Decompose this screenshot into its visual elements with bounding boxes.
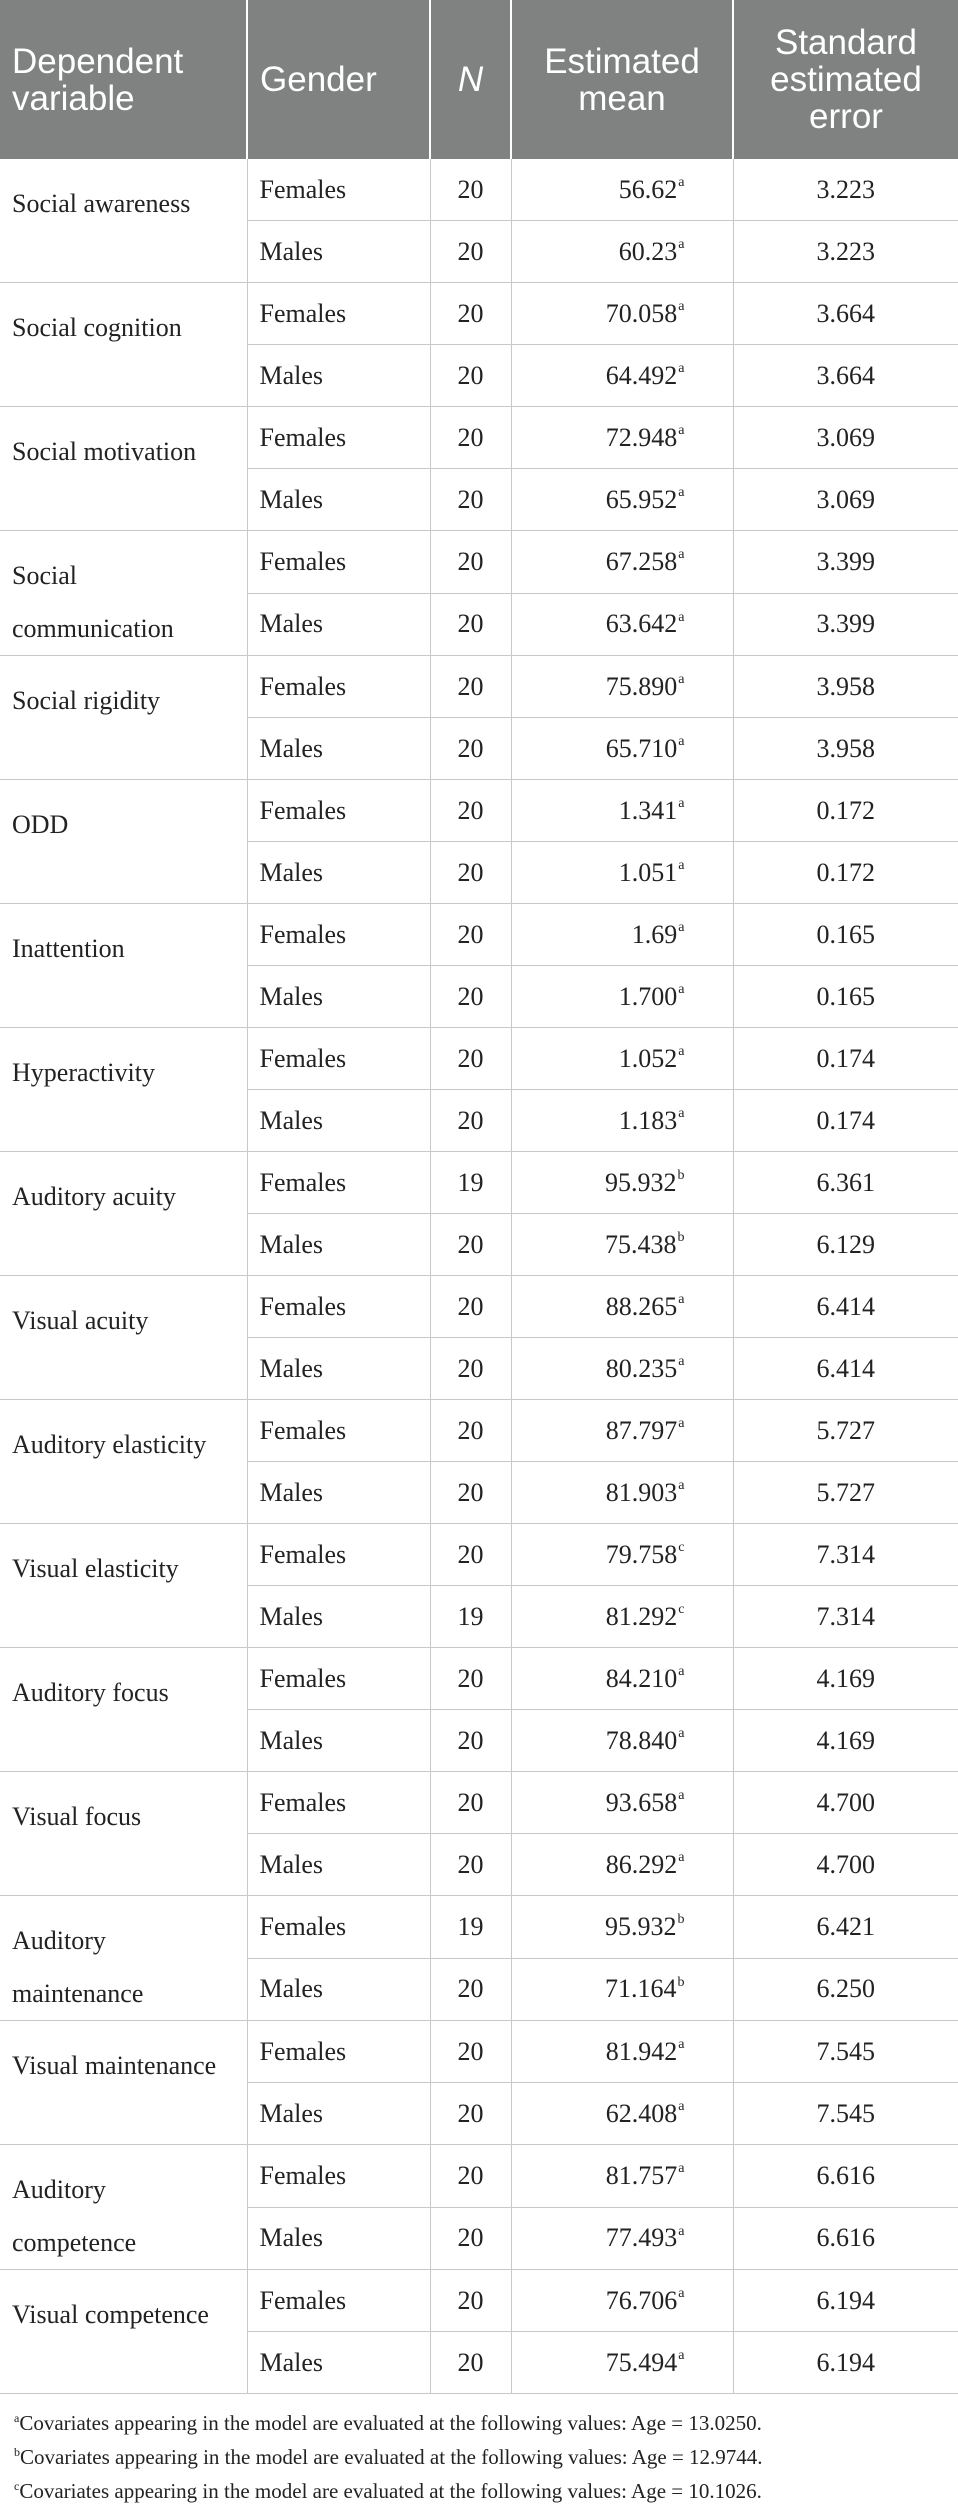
- dependent-variable-cell: [0, 1276, 247, 1400]
- standard-error-cell: 6.414: [733, 1338, 958, 1400]
- n-cell: 20: [430, 1462, 511, 1524]
- gender-cell: Males: [247, 1090, 430, 1152]
- n-cell: 20: [430, 904, 511, 966]
- standard-error-cell: 4.169: [733, 1648, 958, 1710]
- dependent-variable-cell: [0, 407, 247, 531]
- estimated-mean-value: 1.052: [618, 1043, 678, 1073]
- estimated-mean-value: 67.258: [605, 546, 678, 576]
- estimated-mean-cell: [511, 1648, 733, 1710]
- n-cell: 20: [430, 469, 511, 531]
- footnote-marker: a: [678, 422, 685, 438]
- estimated-mean-value: 93.658: [605, 1787, 678, 1817]
- gender-cell: Females: [247, 1896, 430, 1959]
- n-cell: 20: [430, 1338, 511, 1400]
- n-cell: 20: [430, 2145, 511, 2208]
- gender-cell: Females: [247, 1400, 430, 1462]
- footnote-marker: a: [678, 919, 685, 935]
- footnote-marker: a: [678, 2347, 685, 2363]
- standard-error-cell: 3.958: [733, 718, 958, 780]
- gender-cell: Males: [247, 1214, 430, 1276]
- n-cell: 20: [430, 2021, 511, 2083]
- estimated-mean-value: 81.942: [605, 2036, 678, 2066]
- dependent-variable-label: Auditory competence: [12, 2175, 137, 2257]
- dependent-variable-cell: [0, 159, 247, 283]
- table-row: [0, 1896, 958, 1959]
- estimated-mean-cell: [511, 2332, 733, 2394]
- standard-error-cell: 4.700: [733, 1834, 958, 1896]
- header-dependent-variable: Dependent variable: [0, 0, 247, 159]
- footnote-marker: a: [678, 1105, 685, 1121]
- n-cell: 20: [430, 2332, 511, 2394]
- estimated-mean-value: 86.292: [605, 1849, 678, 1879]
- footnote-marker: b: [677, 1974, 685, 1990]
- standard-error-cell: 0.165: [733, 966, 958, 1028]
- gender-cell: Males: [247, 1586, 430, 1648]
- gender-cell: Males: [247, 221, 430, 283]
- dependent-variable-label: Social awareness: [12, 189, 191, 218]
- estimated-mean-value: 95.932: [605, 1167, 677, 1197]
- gender-cell: Males: [247, 2332, 430, 2394]
- estimated-mean-value: 62.408: [605, 2098, 678, 2128]
- estimated-mean-cell: [511, 1276, 733, 1338]
- estimated-mean-cell: [511, 593, 733, 656]
- footnote-marker: b: [677, 1167, 685, 1183]
- n-cell: 19: [430, 1152, 511, 1214]
- table-row: [0, 283, 958, 345]
- footnote: [14, 2438, 958, 2472]
- dependent-variable-cell: [0, 531, 247, 656]
- gender-cell: Males: [247, 966, 430, 1028]
- estimated-mean-value: 77.493: [605, 2223, 678, 2253]
- gender-cell: Females: [247, 159, 430, 221]
- footnote-mark: b: [14, 2445, 20, 2459]
- dependent-variable-cell: [0, 1400, 247, 1524]
- n-cell: 20: [430, 1958, 511, 2021]
- estimated-mean-cell: [511, 469, 733, 531]
- gender-cell: Females: [247, 1524, 430, 1586]
- dependent-variable-cell: [0, 1152, 247, 1276]
- dependent-variable-label: Auditory acuity: [12, 1182, 176, 1211]
- n-cell: 20: [430, 531, 511, 594]
- footnote-marker: a: [678, 547, 685, 563]
- estimated-mean-cell: [511, 283, 733, 345]
- gender-cell: Females: [247, 283, 430, 345]
- estimated-mean-cell: [511, 2021, 733, 2083]
- dependent-variable-label: Visual acuity: [12, 1306, 149, 1335]
- standard-error-cell: 6.194: [733, 2332, 958, 2394]
- n-cell: 20: [430, 656, 511, 718]
- header-gender: Gender: [247, 0, 430, 159]
- dependent-variable-cell: [0, 1772, 247, 1896]
- estimated-mean-cell: [511, 1772, 733, 1834]
- n-cell: 20: [430, 1834, 511, 1896]
- estimated-mean-cell: [511, 1524, 733, 1586]
- footnote-marker: a: [678, 609, 685, 625]
- n-cell: 20: [430, 1090, 511, 1152]
- footnote-marker: a: [678, 298, 685, 314]
- estimated-mean-value: 78.840: [605, 1725, 678, 1755]
- footnote-marker: a: [678, 1415, 685, 1431]
- gender-cell: Females: [247, 1772, 430, 1834]
- table-row: [0, 1772, 958, 1834]
- dependent-variable-label: ODD: [12, 810, 69, 839]
- standard-error-cell: 7.545: [733, 2021, 958, 2083]
- standard-error-cell: 0.165: [733, 904, 958, 966]
- footnote-mark: c: [14, 2479, 20, 2493]
- standard-error-cell: 6.250: [733, 1958, 958, 2021]
- standard-error-cell: 3.223: [733, 221, 958, 283]
- table-row: [0, 904, 958, 966]
- n-cell: 20: [430, 1772, 511, 1834]
- table-row: [0, 1152, 958, 1214]
- gender-cell: Males: [247, 1834, 430, 1896]
- gender-cell: Males: [247, 718, 430, 780]
- n-cell: 20: [430, 2270, 511, 2332]
- footnote-marker: a: [678, 2285, 685, 2301]
- standard-error-cell: 5.727: [733, 1400, 958, 1462]
- footnote-text: Covariates appearing in the model are evaluated at the following values: Age = 13.0250.: [19, 2411, 762, 2435]
- footnote-marker: a: [678, 857, 685, 873]
- standard-error-cell: 4.700: [733, 1772, 958, 1834]
- footnote-marker: a: [678, 2223, 685, 2239]
- estimated-mean-value: 1.051: [618, 857, 678, 887]
- footnote-marker: a: [678, 671, 685, 687]
- table-row: [0, 2021, 958, 2083]
- standard-error-cell: 3.399: [733, 531, 958, 594]
- dependent-variable-label: Hyperactivity: [12, 1058, 155, 1087]
- gender-cell: Males: [247, 842, 430, 904]
- estimated-mean-cell: [511, 345, 733, 407]
- estimated-mean-cell: [511, 2207, 733, 2270]
- dependent-variable-cell: [0, 656, 247, 780]
- standard-error-cell: 6.414: [733, 1276, 958, 1338]
- n-cell: 20: [430, 407, 511, 469]
- gender-cell: Females: [247, 1028, 430, 1090]
- standard-error-cell: 7.314: [733, 1524, 958, 1586]
- n-cell: 20: [430, 221, 511, 283]
- gender-cell: Females: [247, 1276, 430, 1338]
- estimated-mean-cell: [511, 1958, 733, 2021]
- footnote-marker: a: [678, 1663, 685, 1679]
- gender-cell: Males: [247, 2083, 430, 2145]
- dependent-variable-cell: [0, 1524, 247, 1648]
- standard-error-cell: 0.174: [733, 1028, 958, 1090]
- estimated-mean-value: 1.700: [618, 981, 678, 1011]
- estimated-mean-cell: [511, 1152, 733, 1214]
- gender-cell: Females: [247, 780, 430, 842]
- n-cell: 20: [430, 1710, 511, 1772]
- estimated-mean-value: 65.952: [605, 484, 678, 514]
- estimated-mean-value: 88.265: [605, 1291, 678, 1321]
- dependent-variable-cell: [0, 780, 247, 904]
- estimated-mean-cell: [511, 1586, 733, 1648]
- gender-cell: Females: [247, 2270, 430, 2332]
- standard-error-cell: 7.545: [733, 2083, 958, 2145]
- footnotes: [0, 2394, 958, 2506]
- footnote-mark: a: [14, 2411, 20, 2425]
- estimated-mean-value: 60.23: [618, 236, 678, 266]
- estimated-mean-cell: [511, 2145, 733, 2208]
- gender-cell: Females: [247, 407, 430, 469]
- footnote-marker: a: [678, 1043, 685, 1059]
- estimated-mean-value: 81.903: [605, 1477, 678, 1507]
- table-row: [0, 1524, 958, 1586]
- estimated-mean-value: 63.642: [605, 609, 678, 639]
- n-cell: 20: [430, 283, 511, 345]
- estimated-mean-cell: [511, 1214, 733, 1276]
- estimated-mean-value: 56.62: [618, 174, 678, 204]
- gender-cell: Males: [247, 1958, 430, 2021]
- estimated-mean-cell: [511, 1090, 733, 1152]
- gender-cell: Females: [247, 1152, 430, 1214]
- footnote-marker: a: [678, 1353, 685, 1369]
- n-cell: 20: [430, 1648, 511, 1710]
- n-cell: 20: [430, 718, 511, 780]
- table-row: [0, 2145, 958, 2208]
- table-body: [0, 159, 958, 2394]
- table-row: [0, 159, 958, 221]
- estimated-mean-cell: [511, 1338, 733, 1400]
- estimated-mean-value: 81.292: [605, 1601, 678, 1631]
- estimated-mean-value: 72.948: [605, 422, 678, 452]
- dependent-variable-cell: [0, 2021, 247, 2145]
- footnote-marker: a: [678, 2036, 685, 2052]
- table-row: [0, 531, 958, 594]
- footnote-marker: a: [678, 981, 685, 997]
- standard-error-cell: 4.169: [733, 1710, 958, 1772]
- n-cell: 20: [430, 2207, 511, 2270]
- footnote-marker: a: [678, 174, 685, 190]
- n-cell: 20: [430, 1524, 511, 1586]
- estimated-mean-cell: [511, 531, 733, 594]
- n-cell: 20: [430, 2083, 511, 2145]
- estimated-mean-cell: [511, 1710, 733, 1772]
- standard-error-cell: 3.399: [733, 593, 958, 656]
- estimated-mean-value: 75.438: [605, 1229, 677, 1259]
- header-standard-estimated-error: Standard estimated error: [733, 0, 958, 159]
- table-row: [0, 656, 958, 718]
- estimated-mean-cell: [511, 221, 733, 283]
- dependent-variable-label: Auditory focus: [12, 1678, 169, 1707]
- table-row: [0, 1648, 958, 1710]
- estimated-mean-value: 64.492: [605, 360, 678, 390]
- standard-error-cell: 0.174: [733, 1090, 958, 1152]
- estimated-mean-value: 75.494: [605, 2347, 678, 2377]
- estimated-mean-cell: [511, 1462, 733, 1524]
- gender-cell: Females: [247, 904, 430, 966]
- footnote-marker: a: [678, 2161, 685, 2177]
- estimated-mean-value: 80.235: [605, 1353, 678, 1383]
- estimated-mean-cell: [511, 407, 733, 469]
- standard-error-cell: 3.958: [733, 656, 958, 718]
- n-cell: 20: [430, 1400, 511, 1462]
- n-cell: 20: [430, 593, 511, 656]
- footnote-marker: b: [677, 1229, 685, 1245]
- estimated-mean-value: 1.69: [631, 919, 678, 949]
- table-row: [0, 2270, 958, 2332]
- gender-cell: Females: [247, 2021, 430, 2083]
- n-cell: 20: [430, 1028, 511, 1090]
- estimated-mean-value: 76.706: [605, 2285, 678, 2315]
- n-cell: 20: [430, 345, 511, 407]
- standard-error-cell: 6.616: [733, 2207, 958, 2270]
- dependent-variable-cell: [0, 2270, 247, 2394]
- standard-error-cell: 7.314: [733, 1586, 958, 1648]
- table-row: [0, 1028, 958, 1090]
- gender-cell: Males: [247, 593, 430, 656]
- table-row: [0, 780, 958, 842]
- dependent-variable-cell: [0, 1896, 247, 2021]
- footnote-text: Covariates appearing in the model are evaluated at the following values: Age = 10.1026.: [19, 2479, 762, 2503]
- dependent-variable-cell: [0, 904, 247, 1028]
- footnote-marker: a: [678, 1849, 685, 1865]
- standard-error-cell: 0.172: [733, 842, 958, 904]
- estimated-mean-value: 95.932: [605, 1911, 677, 1941]
- dependent-variable-cell: [0, 1028, 247, 1152]
- gender-cell: Males: [247, 2207, 430, 2270]
- dependent-variable-label: Visual focus: [12, 1802, 142, 1831]
- estimated-mean-cell: [511, 656, 733, 718]
- footnote-marker: c: [678, 1601, 685, 1617]
- footnote-marker: a: [678, 2098, 685, 2114]
- standard-error-cell: 3.664: [733, 345, 958, 407]
- n-cell: 19: [430, 1896, 511, 1959]
- n-cell: 20: [430, 780, 511, 842]
- gender-cell: Females: [247, 656, 430, 718]
- standard-error-cell: 6.421: [733, 1896, 958, 1959]
- dependent-variable-cell: [0, 1648, 247, 1772]
- estimated-mean-value: 75.890: [605, 671, 678, 701]
- estimated-mean-value: 70.058: [605, 298, 678, 328]
- estimated-mean-value: 1.341: [618, 795, 678, 825]
- standard-error-cell: 5.727: [733, 1462, 958, 1524]
- estimated-mean-cell: [511, 1400, 733, 1462]
- standard-error-cell: 6.129: [733, 1214, 958, 1276]
- gender-cell: Females: [247, 2145, 430, 2208]
- gender-cell: Females: [247, 1648, 430, 1710]
- estimated-mean-cell: [511, 1834, 733, 1896]
- n-cell: 20: [430, 966, 511, 1028]
- n-cell: 20: [430, 1214, 511, 1276]
- estimated-mean-value: 84.210: [605, 1663, 678, 1693]
- dependent-variable-cell: [0, 283, 247, 407]
- estimated-mean-cell: [511, 966, 733, 1028]
- gender-cell: Females: [247, 531, 430, 594]
- estimated-mean-value: 65.710: [605, 733, 678, 763]
- standard-error-cell: 6.361: [733, 1152, 958, 1214]
- dependent-variable-label: Social motivation: [12, 437, 197, 466]
- estimated-mean-cell: [511, 842, 733, 904]
- n-cell: 20: [430, 159, 511, 221]
- estimated-mean-cell: [511, 780, 733, 842]
- table-row: [0, 407, 958, 469]
- footnote-marker: c: [678, 1539, 685, 1555]
- footnote-marker: a: [678, 733, 685, 749]
- estimated-mean-cell: [511, 904, 733, 966]
- footnote-marker: a: [678, 360, 685, 376]
- estimated-mean-cell: [511, 2083, 733, 2145]
- table-row: [0, 1276, 958, 1338]
- standard-error-cell: 6.194: [733, 2270, 958, 2332]
- n-cell: 20: [430, 842, 511, 904]
- gender-cell: Males: [247, 345, 430, 407]
- footnote-marker: a: [678, 236, 685, 252]
- dependent-variable-label: Auditory maintenance: [12, 1926, 144, 2008]
- standard-error-cell: 3.223: [733, 159, 958, 221]
- standard-error-cell: 3.069: [733, 407, 958, 469]
- table-row: [0, 1400, 958, 1462]
- estimated-mean-value: 71.164: [605, 1974, 677, 2004]
- gender-cell: Males: [247, 1338, 430, 1400]
- footnote-marker: b: [677, 1912, 685, 1928]
- dependent-variable-label: Social communication: [12, 561, 174, 643]
- table-header-row: [0, 0, 958, 159]
- footnote-marker: a: [678, 1787, 685, 1803]
- dependent-variable-label: Inattention: [12, 934, 125, 963]
- estimated-mean-cell: [511, 1028, 733, 1090]
- standard-error-cell: 0.172: [733, 780, 958, 842]
- standard-error-cell: 6.616: [733, 2145, 958, 2208]
- dependent-variable-label: Auditory elasticity: [12, 1430, 207, 1459]
- gender-cell: Males: [247, 1710, 430, 1772]
- footnote-marker: a: [678, 1291, 685, 1307]
- estimated-mean-value: 79.758: [605, 1539, 678, 1569]
- standard-error-cell: 3.664: [733, 283, 958, 345]
- footnote-marker: a: [678, 795, 685, 811]
- gender-cell: Males: [247, 469, 430, 531]
- footnote-marker: a: [678, 1477, 685, 1493]
- estimated-mean-value: 81.757: [605, 2160, 678, 2190]
- dependent-variable-cell: [0, 2145, 247, 2270]
- estimated-mean-value: 1.183: [618, 1105, 678, 1135]
- n-cell: 20: [430, 1276, 511, 1338]
- dependent-variable-label: Visual competence: [12, 2300, 209, 2329]
- footnote-text: Covariates appearing in the model are evaluated at the following values: Age = 12.9744.: [20, 2445, 763, 2469]
- n-cell: 19: [430, 1586, 511, 1648]
- estimated-mean-cell: [511, 2270, 733, 2332]
- estimated-mean-cell: [511, 1896, 733, 1959]
- dependent-variable-label: Social cognition: [12, 313, 182, 342]
- dependent-variable-label: Visual maintenance: [12, 2051, 217, 2080]
- header-n: N: [430, 0, 511, 159]
- estimated-mean-cell: [511, 159, 733, 221]
- estimated-mean-cell: [511, 718, 733, 780]
- dependent-variable-label: Social rigidity: [12, 686, 161, 715]
- estimated-mean-value: 87.797: [605, 1415, 678, 1445]
- dependent-variable-label: Visual elasticity: [12, 1554, 179, 1583]
- footnote-marker: a: [678, 1725, 685, 1741]
- footnote: [14, 2404, 958, 2438]
- standard-error-cell: 3.069: [733, 469, 958, 531]
- footnote-marker: a: [678, 484, 685, 500]
- gender-cell: Males: [247, 1462, 430, 1524]
- header-estimated-mean: Estimated mean: [511, 0, 733, 159]
